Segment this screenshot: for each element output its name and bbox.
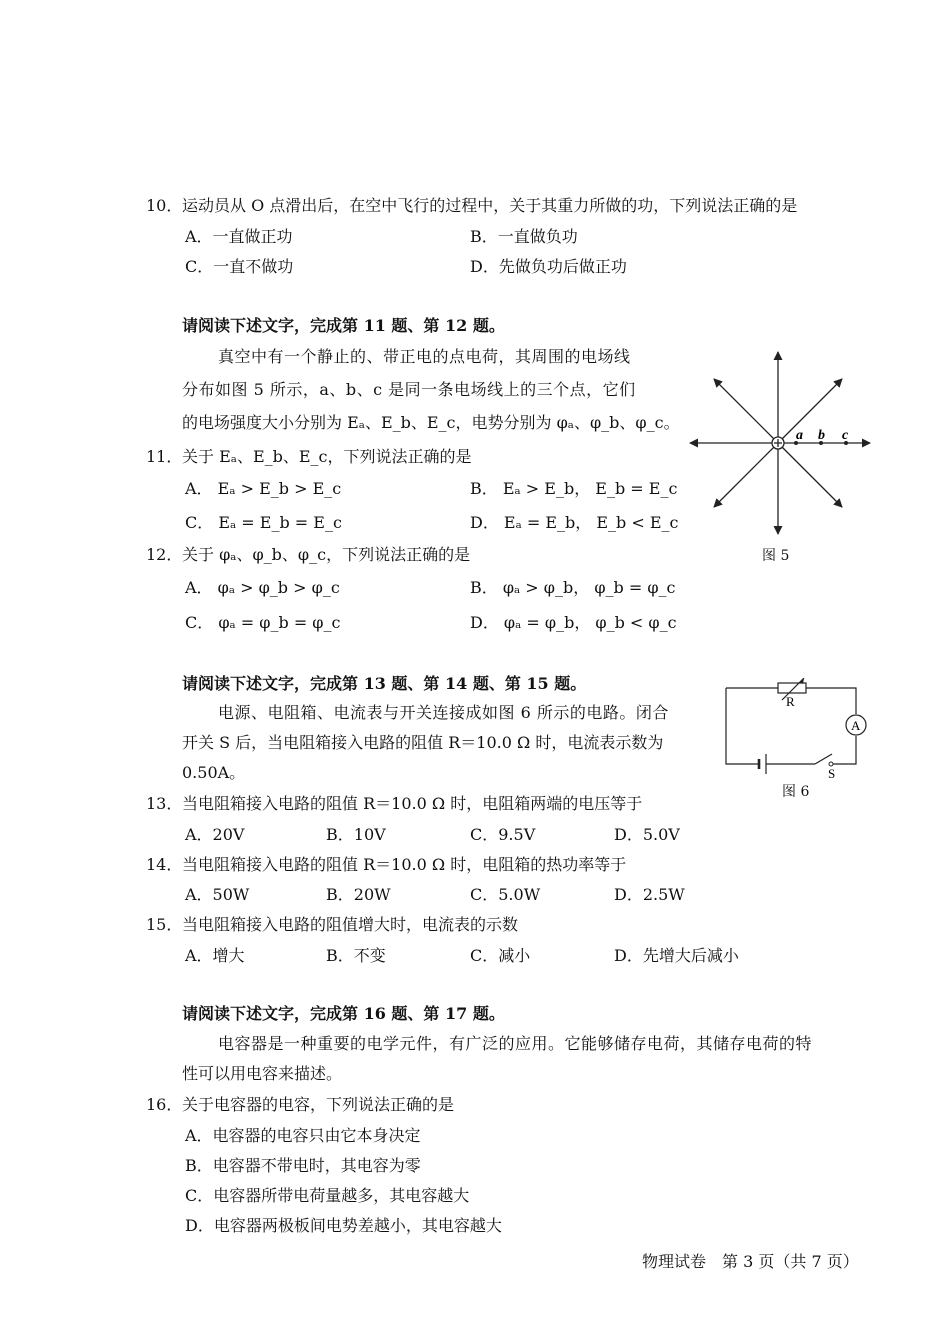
q13-option-c: C．9.5V: [470, 825, 536, 844]
q15-option-a: A．增大: [185, 946, 245, 965]
figure-5-field-lines: [684, 346, 876, 542]
q14-option-d: D．2.5W: [614, 885, 685, 904]
q16-stem: 关于电容器的电容，下列说法正确的是: [182, 1095, 455, 1114]
switch-label: S: [828, 766, 836, 781]
q10-option-b: B．一直做负功: [470, 227, 578, 246]
q13-stem: 当电阻箱接入电路的阻值 R＝10.0 Ω 时，电阻箱两端的电压等于: [182, 794, 643, 813]
q13-option-b: B．10V: [326, 825, 386, 844]
section-13-text-line-2: 开关 S 后，当电阻箱接入电路的阻值 R＝10.0 Ω 时，电流表示数为: [182, 733, 664, 752]
q10-number: 10．: [146, 196, 183, 215]
section-16-text-line-1: 电容器是一种重要的电学元件，有广泛的应用。它能够储存电荷，其储存电荷的特: [218, 1034, 813, 1053]
q13-number: 13．: [146, 794, 183, 813]
q10-stem: 运动员从 O 点滑出后，在空中飞行的过程中，关于其重力所做的功，下列说法正确的是: [182, 196, 798, 215]
q15-number: 15．: [146, 915, 183, 934]
q16-number: 16．: [146, 1095, 183, 1114]
page-footer: 物理试卷 第 3 页（共 7 页）: [642, 1252, 859, 1271]
resistor-box-icon: [778, 683, 806, 693]
q14-number: 14．: [146, 855, 183, 874]
q12-option-b: B． φₐ > φ_b， φ_b = φ_c: [470, 578, 676, 597]
q12-option-d: D． φₐ = φ_b， φ_b < φ_c: [470, 613, 677, 632]
ammeter-label: A: [851, 718, 861, 733]
q14-option-b: B．20W: [326, 885, 391, 904]
section-16-text-line-2: 性可以用电容来描述。: [182, 1064, 343, 1083]
section-11-text-line-1: 真空中有一个静止的、带正电的点电荷，其周围的电场线: [218, 347, 631, 366]
figure-6-circuit: [720, 678, 872, 782]
point-b-label: b: [818, 428, 825, 443]
q16-option-b: B．电容器不带电时，其电容为零: [185, 1156, 421, 1175]
section-11-text-line-2: 分布如图 5 所示，a、b、c 是同一条电场线上的三个点，它们: [182, 380, 636, 399]
q10-option-c: C．一直不做功: [185, 257, 294, 276]
q12-option-c: C． φₐ = φ_b = φ_c: [185, 613, 341, 632]
q10-option-d: D．先做负功后做正功: [470, 257, 627, 276]
point-a-label: a: [796, 428, 803, 443]
q16-option-d: D．电容器两极板间电势差越小，其电容越大: [185, 1216, 502, 1235]
q11-number: 11．: [146, 447, 183, 466]
q11-option-d: D． Eₐ = E_b， E_b < E_c: [470, 513, 679, 532]
section-11-text-line-3: 的电场强度大小分别为 Eₐ、E_b、E_c，电势分别为 φₐ、φ_b、φ_c。: [182, 413, 680, 432]
q14-stem: 当电阻箱接入电路的阻值 R＝10.0 Ω 时，电阻箱的热功率等于: [182, 855, 627, 874]
q12-number: 12．: [146, 545, 183, 564]
section-13-text-line-1: 电源、电阻箱、电流表与开关连接成如图 6 所示的电路。闭合: [218, 703, 669, 722]
q11-option-b: B． Eₐ > E_b， E_b = E_c: [470, 479, 678, 498]
q13-option-a: A．20V: [185, 825, 245, 844]
section-11-heading: 请阅读下述文字，完成第 11 题、第 12 题。: [182, 316, 505, 335]
resistor-label: R: [786, 694, 795, 709]
section-16-heading: 请阅读下述文字，完成第 16 题、第 17 题。: [182, 1004, 505, 1023]
q13-option-d: D．5.0V: [614, 825, 680, 844]
figure-6-caption: 图 6: [782, 784, 810, 800]
section-13-text-line-3: 0.50A。: [182, 763, 246, 782]
q16-option-a: A．电容器的电容只由它本身决定: [185, 1126, 421, 1145]
section-13-heading: 请阅读下述文字，完成第 13 题、第 14 题、第 15 题。: [182, 674, 587, 693]
q12-stem: 关于 φₐ、φ_b、φ_c，下列说法正确的是: [182, 545, 471, 564]
q14-option-c: C．5.0W: [470, 885, 541, 904]
q11-stem: 关于 Eₐ、E_b、E_c，下列说法正确的是: [182, 447, 472, 466]
figure-5-caption: 图 5: [762, 548, 790, 564]
q15-option-b: B．不变: [326, 946, 386, 965]
q15-stem: 当电阻箱接入电路的阻值增大时，电流表的示数: [182, 915, 519, 934]
q11-option-a: A． Eₐ > E_b > E_c: [185, 479, 342, 498]
q10-option-a: A．一直做正功: [185, 227, 293, 246]
point-c-label: c: [842, 428, 849, 443]
q12-option-a: A． φₐ > φ_b > φ_c: [185, 578, 340, 597]
q15-option-c: C．减小: [470, 946, 531, 965]
q16-option-c: C．电容器所带电荷量越多，其电容越大: [185, 1186, 470, 1205]
q14-option-a: A．50W: [185, 885, 250, 904]
q15-option-d: D．先增大后减小: [614, 946, 739, 965]
q11-option-c: C． Eₐ = E_b = E_c: [185, 513, 342, 532]
